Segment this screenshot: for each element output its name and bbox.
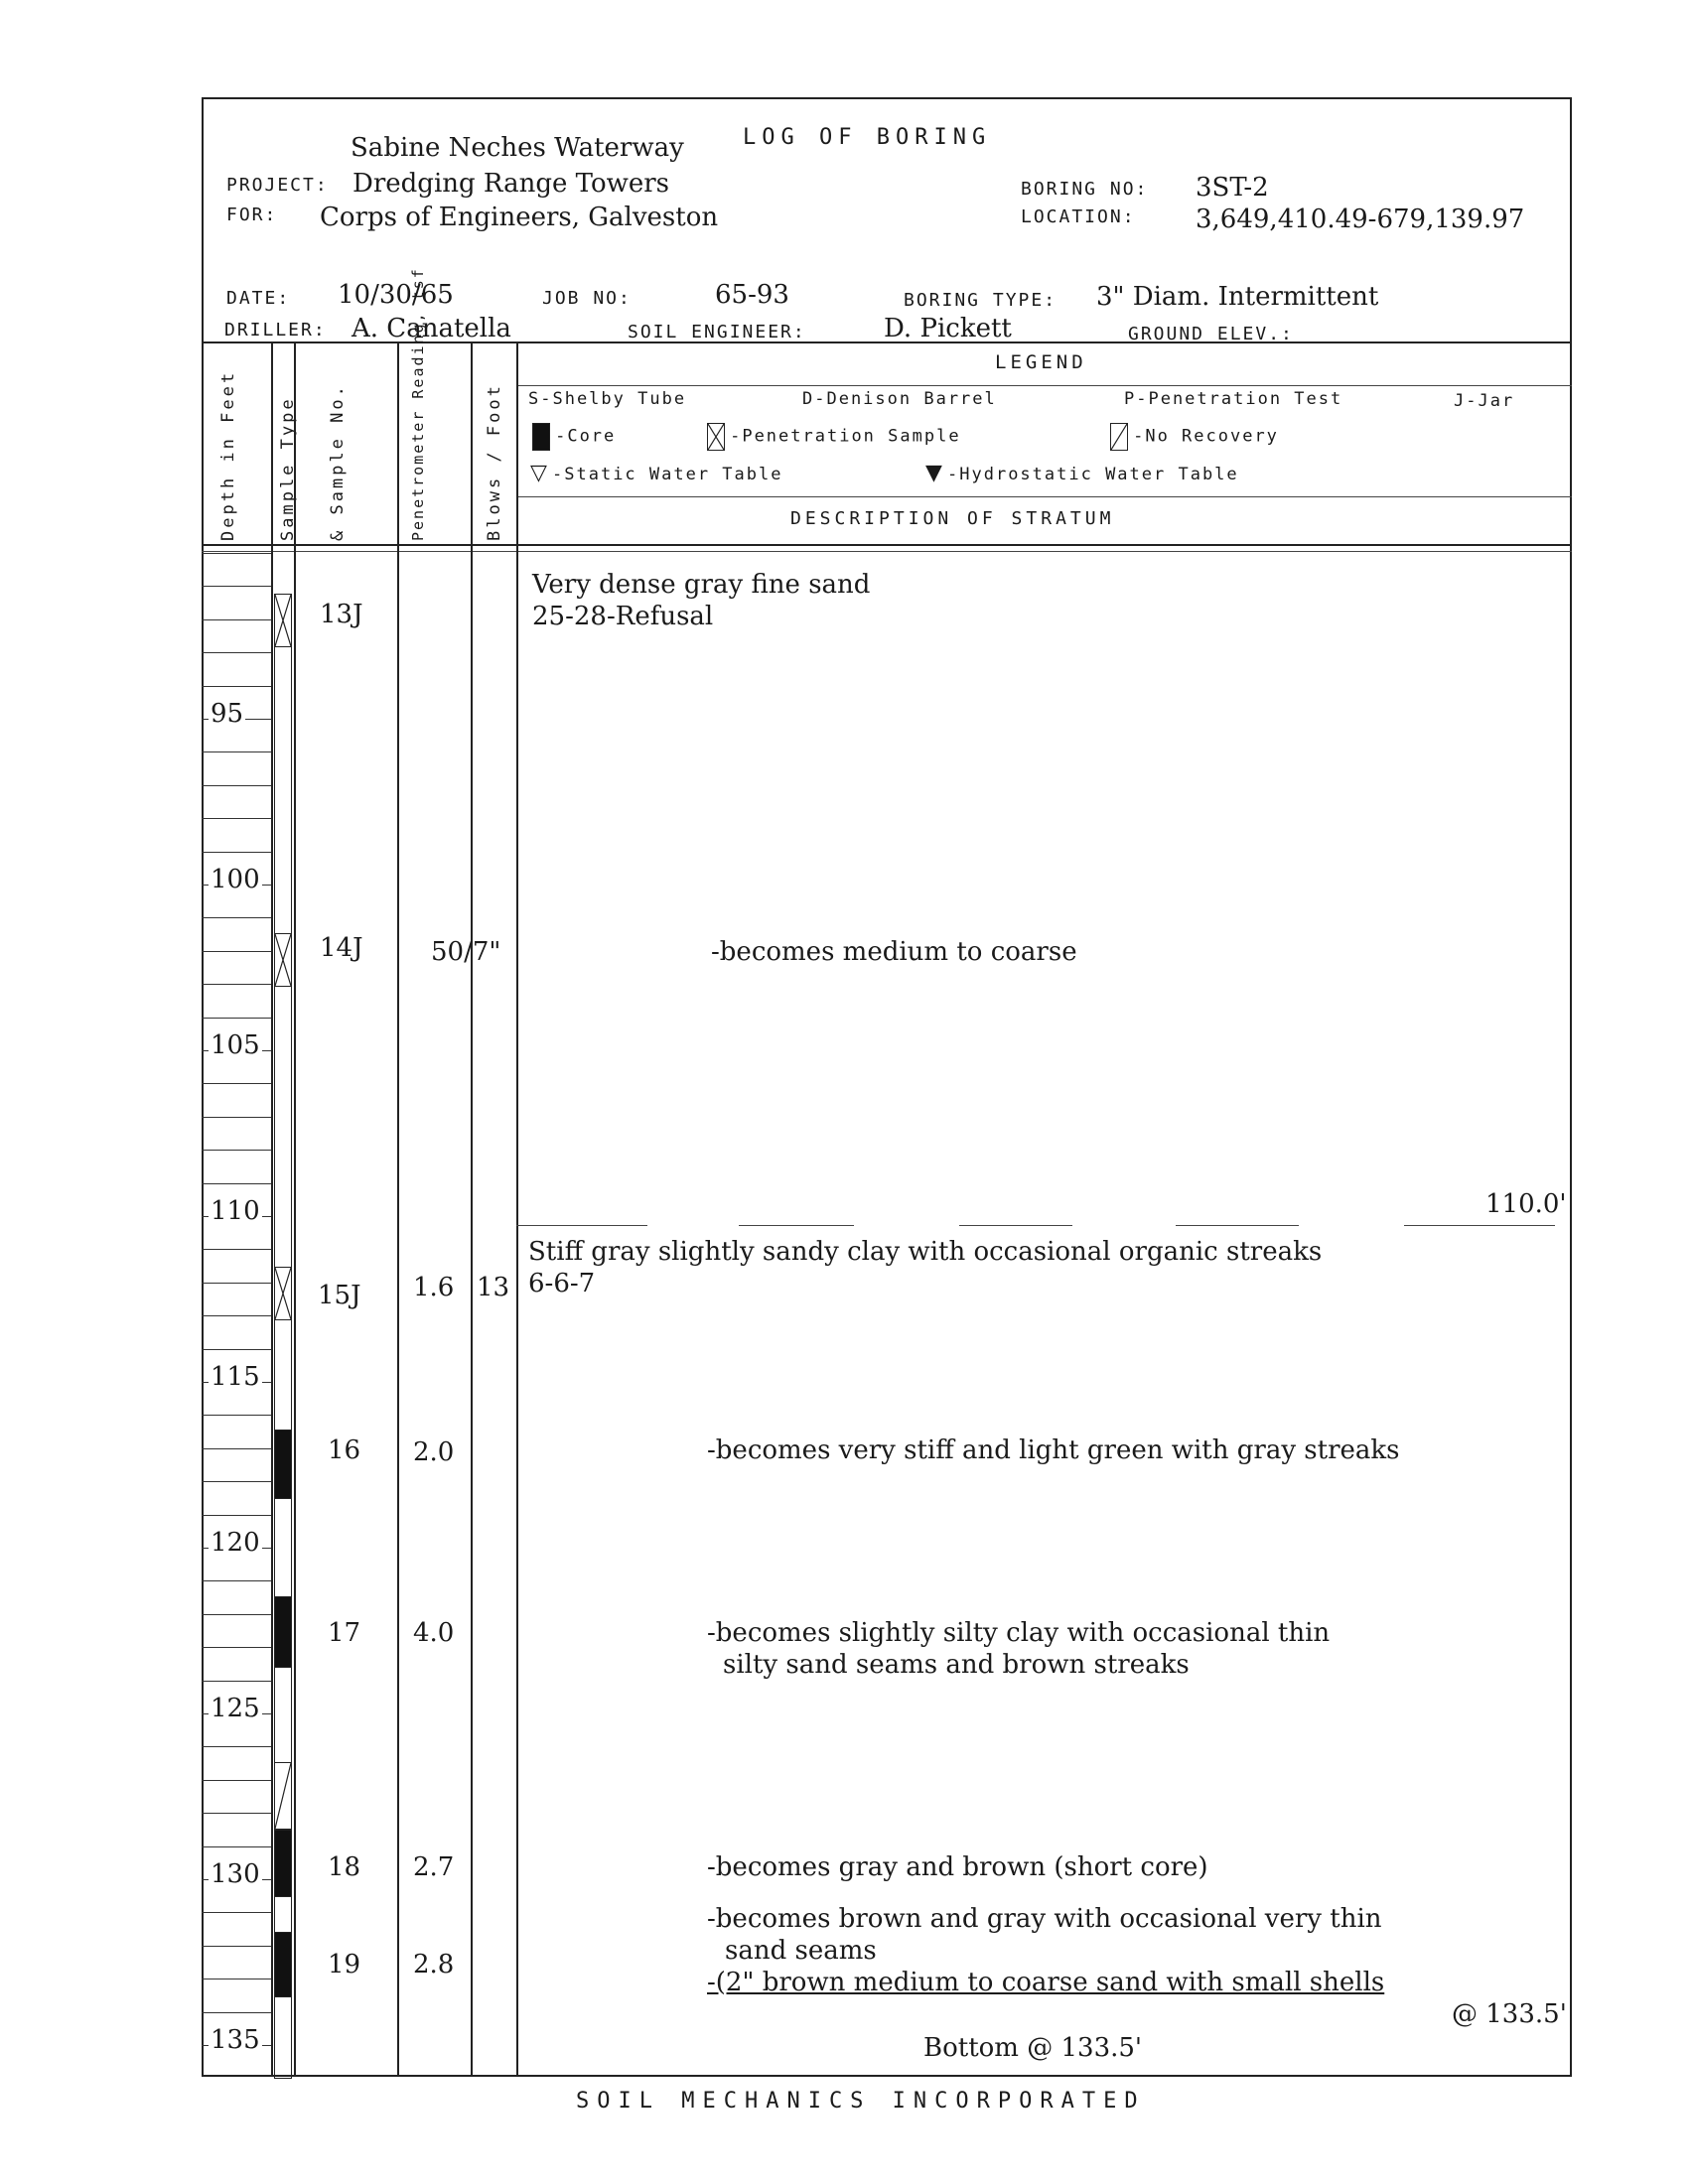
sample-no-18: 18 — [328, 1852, 361, 1882]
description-header: DESCRIPTION OF STRATUM — [790, 508, 1115, 529]
depth-tick — [202, 852, 271, 853]
sample-no-17: 17 — [328, 1618, 361, 1648]
for-value: Corps of Engineers, Galveston — [320, 203, 719, 232]
sample-17-core-icon — [274, 1596, 292, 1668]
legend-hydrostatic-water-item — [925, 461, 1239, 485]
description-1: Very dense gray fine sand — [532, 570, 871, 600]
reading-16: 2.0 — [413, 1437, 455, 1467]
job-no-label: JOB NO: — [542, 288, 632, 309]
depth-tick — [202, 785, 271, 786]
description-6: -becomes gray and brown (short core) — [707, 1852, 1208, 1882]
depth-label-100: 100 — [211, 865, 260, 894]
description-8: -(2" brown medium to coarse sand with small shells — [707, 1968, 1385, 1997]
legend-penetration-test: P-Penetration Test — [1124, 389, 1343, 409]
legend-penetration-sample: -Penetration Sample — [730, 426, 961, 447]
sample-no-15j: 15J — [318, 1281, 361, 1310]
depth-tick — [202, 1647, 271, 1648]
reading-14j: 50/7" — [431, 937, 501, 967]
legend-rule — [516, 385, 1572, 386]
sample-no-19: 19 — [328, 1950, 361, 1979]
soil-engineer-label: SOIL ENGINEER: — [628, 322, 806, 342]
driller-label: DRILLER: — [224, 320, 327, 341]
penetrometer-column-divider — [471, 341, 473, 2077]
no-recovery-icon — [274, 1762, 292, 1830]
depth-tick — [202, 553, 271, 554]
ground-elev-label: GROUND ELEV.: — [1128, 324, 1294, 344]
depth-tick — [202, 652, 271, 653]
penetrometer-column-header: Penetrometer Reading, tsf — [409, 267, 427, 541]
depth-tick — [202, 917, 271, 918]
depth-tick — [202, 1780, 271, 1781]
sample-13j-penetration-icon — [274, 594, 292, 647]
depth-tick — [202, 1481, 271, 1482]
sample-no-column-header: & Sample No. — [328, 383, 348, 541]
project-name: Sabine Neches Waterway — [351, 133, 684, 163]
depth-tick — [202, 1018, 271, 1019]
depth-tick — [202, 586, 271, 587]
depth-tick — [202, 1614, 271, 1615]
sample-no-14j: 14J — [320, 933, 363, 963]
depth-column-header: Depth in Feet — [218, 369, 238, 541]
table-header-rule — [202, 544, 1572, 546]
depth-tick — [202, 1415, 271, 1416]
depth-label-105: 105 — [211, 1030, 260, 1060]
penetration-sample-symbol-icon — [707, 423, 725, 451]
description-2: -becomes medium to coarse — [711, 937, 1077, 967]
hydrostatic-water-triangle-icon: ▼ — [925, 461, 942, 485]
project-value: Dredging Range Towers — [352, 169, 670, 199]
depth-tick — [202, 2012, 271, 2013]
bottom-depth: Bottom @ 133.5' — [923, 2033, 1143, 2063]
depth-label-95: 95 — [211, 699, 244, 729]
sample-18-core-icon — [274, 1830, 292, 1897]
legend-core-item — [532, 423, 616, 451]
depth-tick — [202, 1912, 271, 1913]
legend-shelby: S-Shelby Tube — [528, 389, 687, 409]
depth-tick — [202, 1580, 271, 1581]
depth-tick — [202, 619, 271, 620]
company-footer: SOIL MECHANICS INCORPORATED — [576, 2089, 1146, 2114]
depth-tick — [202, 1283, 271, 1284]
depth-tick — [202, 1448, 271, 1449]
legend-penetration-sample-item — [707, 423, 961, 451]
stratum-boundary-segment — [739, 1225, 854, 1226]
soil-engineer-value: D. Pickett — [884, 314, 1012, 343]
reading-18: 2.7 — [413, 1852, 455, 1882]
boring-no-value: 3ST-2 — [1196, 173, 1269, 203]
depth-label-120: 120 — [211, 1528, 260, 1558]
sample-no-column-divider — [397, 341, 399, 2077]
depth-tick — [202, 1846, 271, 1847]
header-rule — [202, 341, 1572, 343]
depth-tick — [202, 1681, 271, 1682]
depth-tick — [202, 686, 271, 687]
depth-tick — [202, 1746, 271, 1747]
description-7: -becomes brown and gray with occasional very thin — [707, 1904, 1382, 1934]
depth-label-125: 125 — [211, 1694, 260, 1723]
location-value: 3,649,410.49-679,139.97 — [1196, 205, 1525, 234]
description-1b: 25-28-Refusal — [532, 602, 714, 631]
depth-column-divider — [271, 341, 273, 2077]
depth-tick — [202, 1813, 271, 1814]
description-3: Stiff gray slightly sandy clay with occasional organic streaks — [528, 1237, 1323, 1267]
legend-core: -Core — [555, 426, 617, 447]
depth-tick — [202, 1315, 271, 1316]
boring-no-label: BORING NO: — [1021, 179, 1149, 200]
depth-tick — [202, 951, 271, 952]
description-3b: 6-6-7 — [528, 1269, 596, 1298]
date-label: DATE: — [226, 288, 291, 309]
legend-bottom-rule — [516, 496, 1572, 497]
legend-static-water: -Static Water Table — [552, 465, 783, 484]
boring-type-label: BORING TYPE: — [904, 290, 1058, 311]
depth-label-110: 110 — [211, 1196, 260, 1226]
reading-17: 4.0 — [413, 1618, 455, 1648]
blows-column-divider — [516, 341, 518, 2077]
depth-tick — [202, 751, 271, 752]
depth-tick — [202, 1515, 271, 1516]
project-label: PROJECT: — [226, 175, 329, 196]
depth-tick — [202, 1083, 271, 1084]
boring-type-value: 3" Diam. Intermittent — [1096, 282, 1379, 312]
date-value: 10/30/65 — [338, 280, 454, 310]
reading-19: 2.8 — [413, 1950, 455, 1979]
blows-15j: 13 — [477, 1273, 510, 1302]
depth-tick — [202, 1117, 271, 1118]
depth-label-135: 135 — [211, 2025, 260, 2055]
legend-denison: D-Denison Barrel — [802, 389, 997, 409]
depth-tick — [202, 1150, 271, 1151]
description-8b: @ 133.5' — [1452, 1999, 1567, 2029]
table-header-rule-2 — [202, 551, 1572, 552]
depth-tick — [202, 1183, 271, 1184]
core-symbol-icon — [532, 423, 550, 451]
legend-hydrostatic-water: -Hydrostatic Water Table — [947, 465, 1239, 484]
depth-tick — [202, 1249, 271, 1250]
depth-tick — [202, 1946, 271, 1947]
depth-tick — [202, 818, 271, 819]
legend-static-water-item — [530, 461, 782, 485]
description-5: -becomes slightly silty clay with occasional thin — [707, 1618, 1331, 1648]
legend-title: LEGEND — [995, 351, 1087, 373]
description-7b: sand seams — [725, 1936, 877, 1966]
depth-label-130: 130 — [211, 1859, 260, 1889]
job-no-value: 65-93 — [715, 280, 789, 310]
sample-type-column-header: Sample Type — [278, 396, 298, 541]
sample-type-column-divider — [294, 341, 296, 2077]
driller-value: A. Canatella — [352, 314, 511, 343]
depth-tick — [202, 1349, 271, 1350]
static-water-triangle-icon: ▽ — [530, 461, 547, 485]
description-5b: silty sand seams and brown streaks — [723, 1650, 1190, 1680]
stratum-boundary-segment — [959, 1225, 1072, 1226]
stratum-boundary-segment — [1404, 1225, 1555, 1226]
sample-no-16: 16 — [328, 1435, 361, 1465]
legend-no-recovery: -No Recovery — [1133, 426, 1279, 447]
depth-label-115: 115 — [211, 1362, 260, 1392]
sample-16-core-icon — [274, 1430, 292, 1499]
no-recovery-symbol-icon — [1110, 423, 1128, 451]
legend-no-recovery-item — [1110, 423, 1279, 451]
stratum-boundary-segment — [1176, 1225, 1299, 1226]
stratum-boundary-depth: 110.0' — [1485, 1189, 1567, 1219]
sample-15j-penetration-icon — [274, 1267, 292, 1320]
blows-column-header: Blows / Foot — [485, 383, 504, 541]
sample-19-core-icon — [274, 1932, 292, 1997]
form-title: LOG OF BORING — [743, 125, 992, 150]
for-label: FOR: — [226, 205, 278, 225]
sample-14j-penetration-icon — [274, 933, 292, 987]
depth-tick — [202, 984, 271, 985]
legend-jar: J-Jar — [1454, 391, 1515, 411]
description-4: -becomes very stiff and light green with gray streaks — [707, 1435, 1400, 1465]
stratum-boundary-segment — [516, 1225, 647, 1226]
location-label: LOCATION: — [1021, 206, 1136, 227]
reading-15j: 1.6 — [413, 1273, 455, 1302]
sample-no-13j: 13J — [320, 600, 363, 629]
